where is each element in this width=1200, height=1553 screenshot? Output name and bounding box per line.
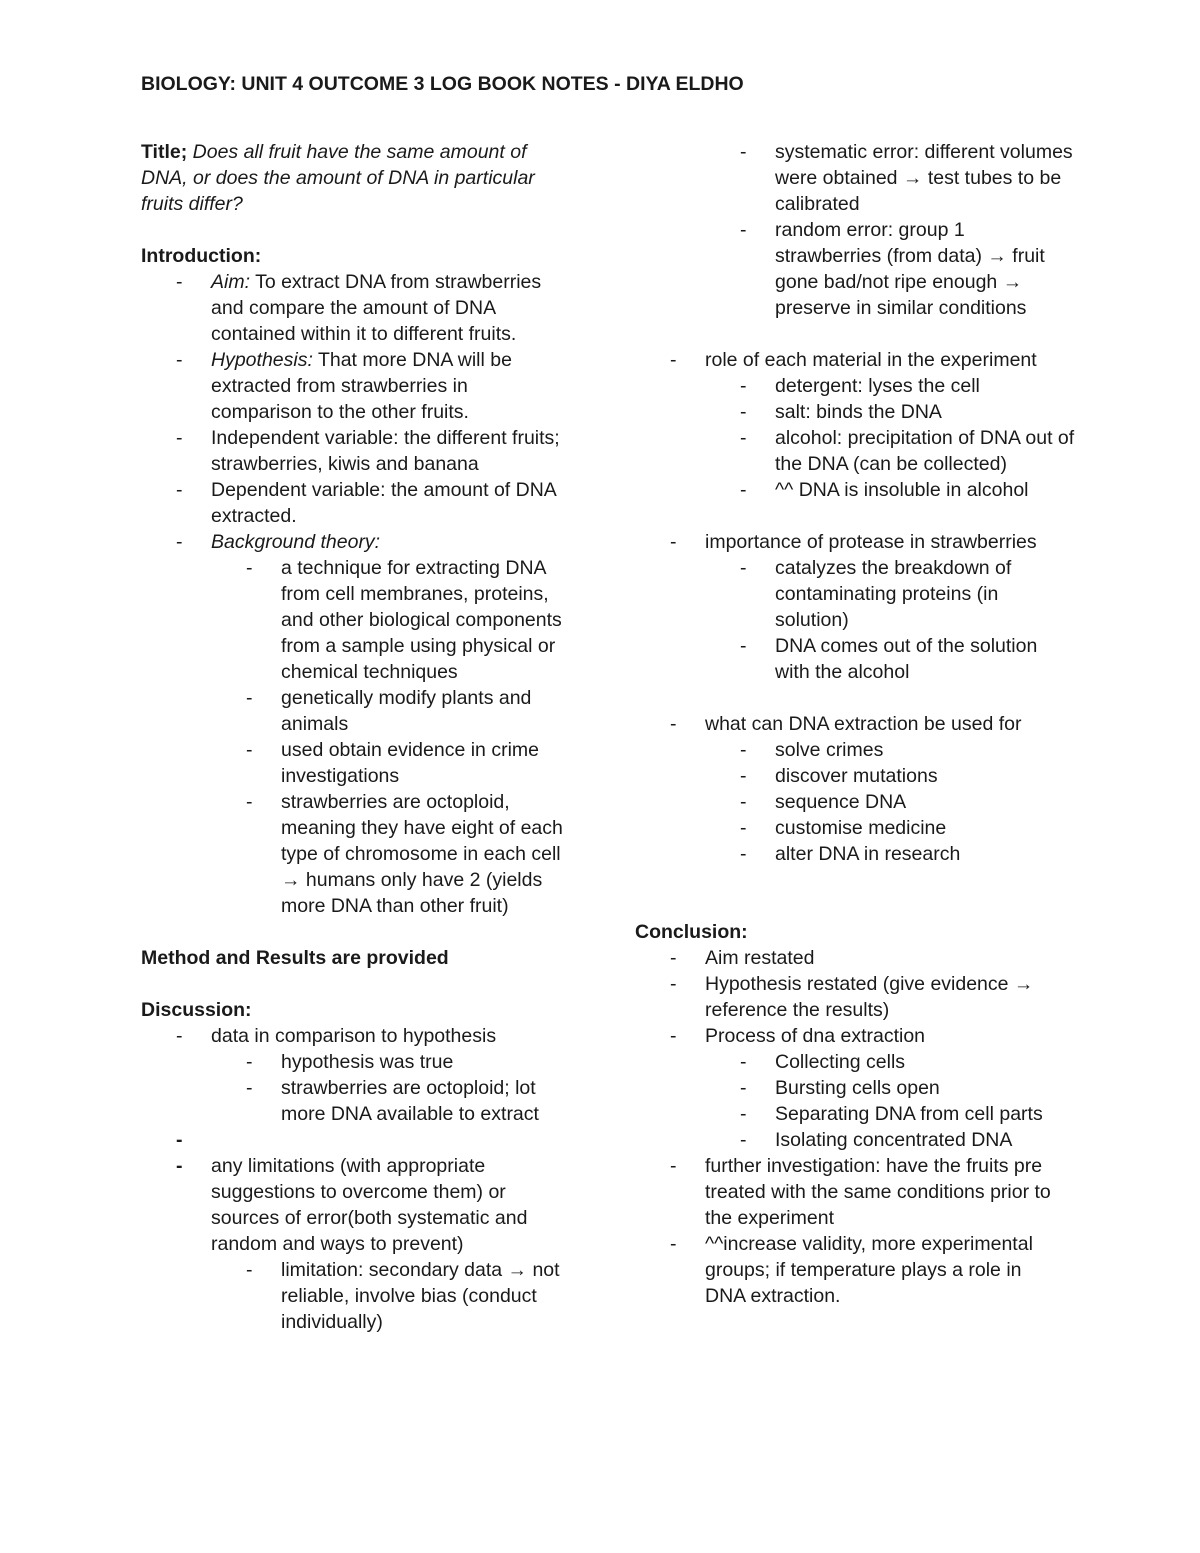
role-sublist xyxy=(740,373,1075,503)
limitations-item: any limitations (with appropriate suggestions to overcome them) or sources of error(both systematic and random and ways to prevent) xyxy=(211,1155,528,1255)
list-item: - Background theory: - a technique for extracting DNA from cell membranes, proteins, and other biological components from a sample using physical or chemical techniques - genetically modify plants and animals - used obtain evidence in crime investigations - strawberries are octoploid, meaning they have eight of each type of chromosome in each cell → humans only have 2 (yields more DNA than other fruit) xyxy=(211,529,571,919)
role-sub: salt: binds the DNA xyxy=(775,401,942,423)
list-item: - ^^increase validity, more experimental groups; if temperature plays a role in DNA extraction. xyxy=(670,1233,1033,1307)
uses-sublist xyxy=(740,737,1075,867)
list-item: - Aim: To extract DNA from strawberries and compare the amount of DNA contained within it to different fruits. xyxy=(176,271,542,345)
random-error: random error: group 1 strawberries (from data) → fruit gone bad/not ripe enough → preserve in similar conditions xyxy=(775,219,1045,319)
uses-list xyxy=(670,711,1065,867)
list-item: - catalyzes the breakdown of contaminating proteins (in solution) xyxy=(740,557,1012,631)
list-item: - strawberries are octoploid, meaning they have eight of each type of chromosome in each cell → humans only have 2 (yields more DNA than other fruit) xyxy=(246,791,563,917)
process-sublist xyxy=(740,1049,1075,1153)
dependent-variable: Dependent variable: the amount of DNA extracted. xyxy=(211,479,556,527)
uses-sub: sequence DNA xyxy=(775,791,907,813)
list-item: - salt: binds the DNA xyxy=(740,401,942,423)
limitations-sublist xyxy=(246,1257,571,1335)
hypothesis-text: That more DNA will be extracted from strawberries in comparison to the other fruits. xyxy=(211,349,512,423)
uses-sub: discover mutations xyxy=(775,765,938,787)
protease-list xyxy=(670,529,1065,685)
background-item: genetically modify plants and animals xyxy=(281,687,532,735)
list-item: - Dependent variable: the amount of DNA extracted. xyxy=(176,479,556,527)
method-heading: Method and Results are provided xyxy=(141,947,449,969)
limitations-sub: limitation: secondary data → not reliable, involve bias (conduct individually) xyxy=(281,1259,560,1333)
left-column xyxy=(141,139,581,1335)
list-item: - Isolating concentrated DNA xyxy=(740,1129,1013,1151)
protease-item: importance of protease in strawberries xyxy=(705,531,1037,553)
list-item: - customise medicine xyxy=(740,817,947,839)
list-item: - a technique for extracting DNA from cell membranes, proteins, and other biological components from a sample using physical or chemical techniques xyxy=(246,557,562,683)
uses-item: what can DNA extraction be used for xyxy=(705,713,1022,735)
uses-sub: solve crimes xyxy=(775,739,884,761)
hypothesis-label: Hypothesis: xyxy=(211,349,313,371)
list-item: - Collecting cells xyxy=(740,1051,906,1073)
list-item: - role of each material in the experiment - detergent: lyses the cell - salt: binds the DNA - alcohol: precipitation of DNA out of the DNA (can be collected) - ^^ DNA is insoluble in alcohol xyxy=(670,349,1075,501)
list-item: - DNA comes out of the solution with the alcohol xyxy=(740,635,1038,683)
background-label: Background theory: xyxy=(211,531,381,553)
independent-variable: Independent variable: the different fruits; strawberries, kiwis and banana xyxy=(211,427,560,475)
list-item: - alcohol: precipitation of DNA out of the DNA (can be collected) xyxy=(740,427,1075,475)
list-item: - further investigation: have the fruits pre treated with the same conditions prior to the experiment xyxy=(670,1155,1051,1229)
list-item: - hypothesis was true xyxy=(246,1051,454,1073)
list-item: - genetically modify plants and animals xyxy=(246,687,532,735)
title-label: Title; xyxy=(141,141,188,163)
list-item: - Hypothesis: That more DNA will be extracted from strawberries in comparison to the other fruits. xyxy=(176,349,512,423)
process-sub: Separating DNA from cell parts xyxy=(775,1103,1043,1125)
list-item: - Independent variable: the different fruits; strawberries, kiwis and banana xyxy=(176,427,560,475)
process-sub: Collecting cells xyxy=(775,1051,906,1073)
errors-list xyxy=(740,139,1075,321)
right-column xyxy=(635,139,1075,1309)
role-sub: ^^ DNA is insoluble in alcohol xyxy=(775,479,1029,501)
process-sub: Isolating concentrated DNA xyxy=(775,1129,1013,1151)
list-item: - random error: group 1 strawberries (from data) → fruit gone bad/not ripe enough → preserve in similar conditions xyxy=(740,219,1045,319)
conclusion-aim: Aim restated xyxy=(705,947,815,969)
background-item: strawberries are octoploid, meaning they have eight of each type of chromosome in each cell → humans only have 2 (yields more DNA than other fruit) xyxy=(281,791,563,917)
list-item: - detergent: lyses the cell xyxy=(740,375,980,397)
list-item: - any limitations (with appropriate suggestions to overcome them) or sources of error(both systematic and random and ways to prevent) - limitation: secondary data → not reliable, involve bias (conduct individually) xyxy=(211,1153,571,1335)
systematic-error: systematic error: different volumes were obtained → test tubes to be calibrated xyxy=(775,141,1073,215)
role-item: role of each material in the experiment xyxy=(705,349,1037,371)
discussion-data-item: data in comparison to hypothesis xyxy=(211,1025,497,1047)
list-item: - Bursting cells open xyxy=(740,1077,940,1099)
aim-label: Aim: xyxy=(211,271,250,293)
discussion-data-sub: hypothesis was true xyxy=(281,1051,454,1073)
list-item: - alter DNA in research xyxy=(740,843,961,865)
list-item: - Process of dna extraction - Collecting cells - Bursting cells open - Separating DNA from cell parts - Isolating concentrated DNA xyxy=(705,1023,1065,1153)
background-item: used obtain evidence in crime investigations xyxy=(281,739,539,787)
discussion-list xyxy=(176,1023,571,1335)
empty-bullet: - xyxy=(176,1129,183,1151)
errors-continued-wrap xyxy=(705,139,1075,321)
protease-sub: DNA comes out of the solution with the alcohol xyxy=(775,635,1038,683)
list-item: - Hypothesis restated (give evidence → reference the results) xyxy=(670,973,1034,1021)
list-item: - sequence DNA xyxy=(740,791,907,813)
conclusion-validity: ^^increase validity, more experimental groups; if temperature plays a role in DNA extraction. xyxy=(705,1233,1033,1307)
discussion-data-sublist xyxy=(246,1049,571,1127)
list-item: - limitation: secondary data → not reliable, involve bias (conduct individually) xyxy=(246,1259,560,1333)
list-item: - Aim restated xyxy=(670,947,815,969)
list-item: - discover mutations xyxy=(740,765,938,787)
role-sub: detergent: lyses the cell xyxy=(775,375,980,397)
introduction-list xyxy=(176,269,571,919)
protease-sub: catalyzes the breakdown of contaminating proteins (in solution) xyxy=(775,557,1012,631)
list-item: - data in comparison to hypothesis - hypothesis was true - strawberries are octoploid; lot more DNA available to extract xyxy=(211,1023,571,1127)
list-item: - importance of protease in strawberries - catalyzes the breakdown of contaminating proteins (in solution) - DNA comes out of the solution with the alcohol xyxy=(705,529,1065,685)
introduction-heading: Introduction: xyxy=(141,245,262,267)
conclusion-hypothesis: Hypothesis restated (give evidence → reference the results) xyxy=(705,973,1034,1021)
discussion-data-sub: strawberries are octoploid; lot more DNA available to extract xyxy=(281,1077,539,1125)
list-item: - strawberries are octoploid; lot more DNA available to extract xyxy=(246,1077,539,1125)
background-item: a technique for extracting DNA from cell membranes, proteins, and other biological components from a sample using physical or chemical techniques xyxy=(281,557,562,683)
uses-sub: customise medicine xyxy=(775,817,947,839)
conclusion-list xyxy=(670,945,1065,1309)
process-sub: Bursting cells open xyxy=(775,1077,940,1099)
list-item: - systematic error: different volumes were obtained → test tubes to be calibrated xyxy=(740,141,1073,215)
role-list xyxy=(670,347,1075,503)
conclusion-further: further investigation: have the fruits pre treated with the same conditions prior to the experiment xyxy=(705,1155,1051,1229)
aim-text: To extract DNA from strawberries and compare the amount of DNA contained within it to different fruits. xyxy=(211,271,542,345)
protease-sublist xyxy=(740,555,1075,685)
role-sub: alcohol: precipitation of DNA out of the DNA (can be collected) xyxy=(775,427,1075,475)
title-question: Does all fruit have the same amount of DNA, or does the amount of DNA in particular fruits differ? xyxy=(141,141,535,215)
conclusion-process: Process of dna extraction xyxy=(705,1025,926,1047)
list-item: - used obtain evidence in crime investigations xyxy=(246,739,539,787)
background-list xyxy=(246,555,571,919)
list-item: - solve crimes xyxy=(740,739,884,761)
list-item: - ^^ DNA is insoluble in alcohol xyxy=(740,479,1029,501)
list-item: - what can DNA extraction be used for - solve crimes - discover mutations - sequence DNA - customise medicine - alter DNA in research xyxy=(705,711,1065,867)
list-item: - Separating DNA from cell parts xyxy=(740,1103,1043,1125)
discussion-heading: Discussion: xyxy=(141,999,252,1021)
page-title: BIOLOGY: UNIT 4 OUTCOME 3 LOG BOOK NOTES - DIYA ELDHO xyxy=(141,73,744,95)
errors-continued xyxy=(740,139,1075,321)
title-block xyxy=(141,139,551,217)
conclusion-heading: Conclusion: xyxy=(635,921,748,943)
uses-sub: alter DNA in research xyxy=(775,843,961,865)
